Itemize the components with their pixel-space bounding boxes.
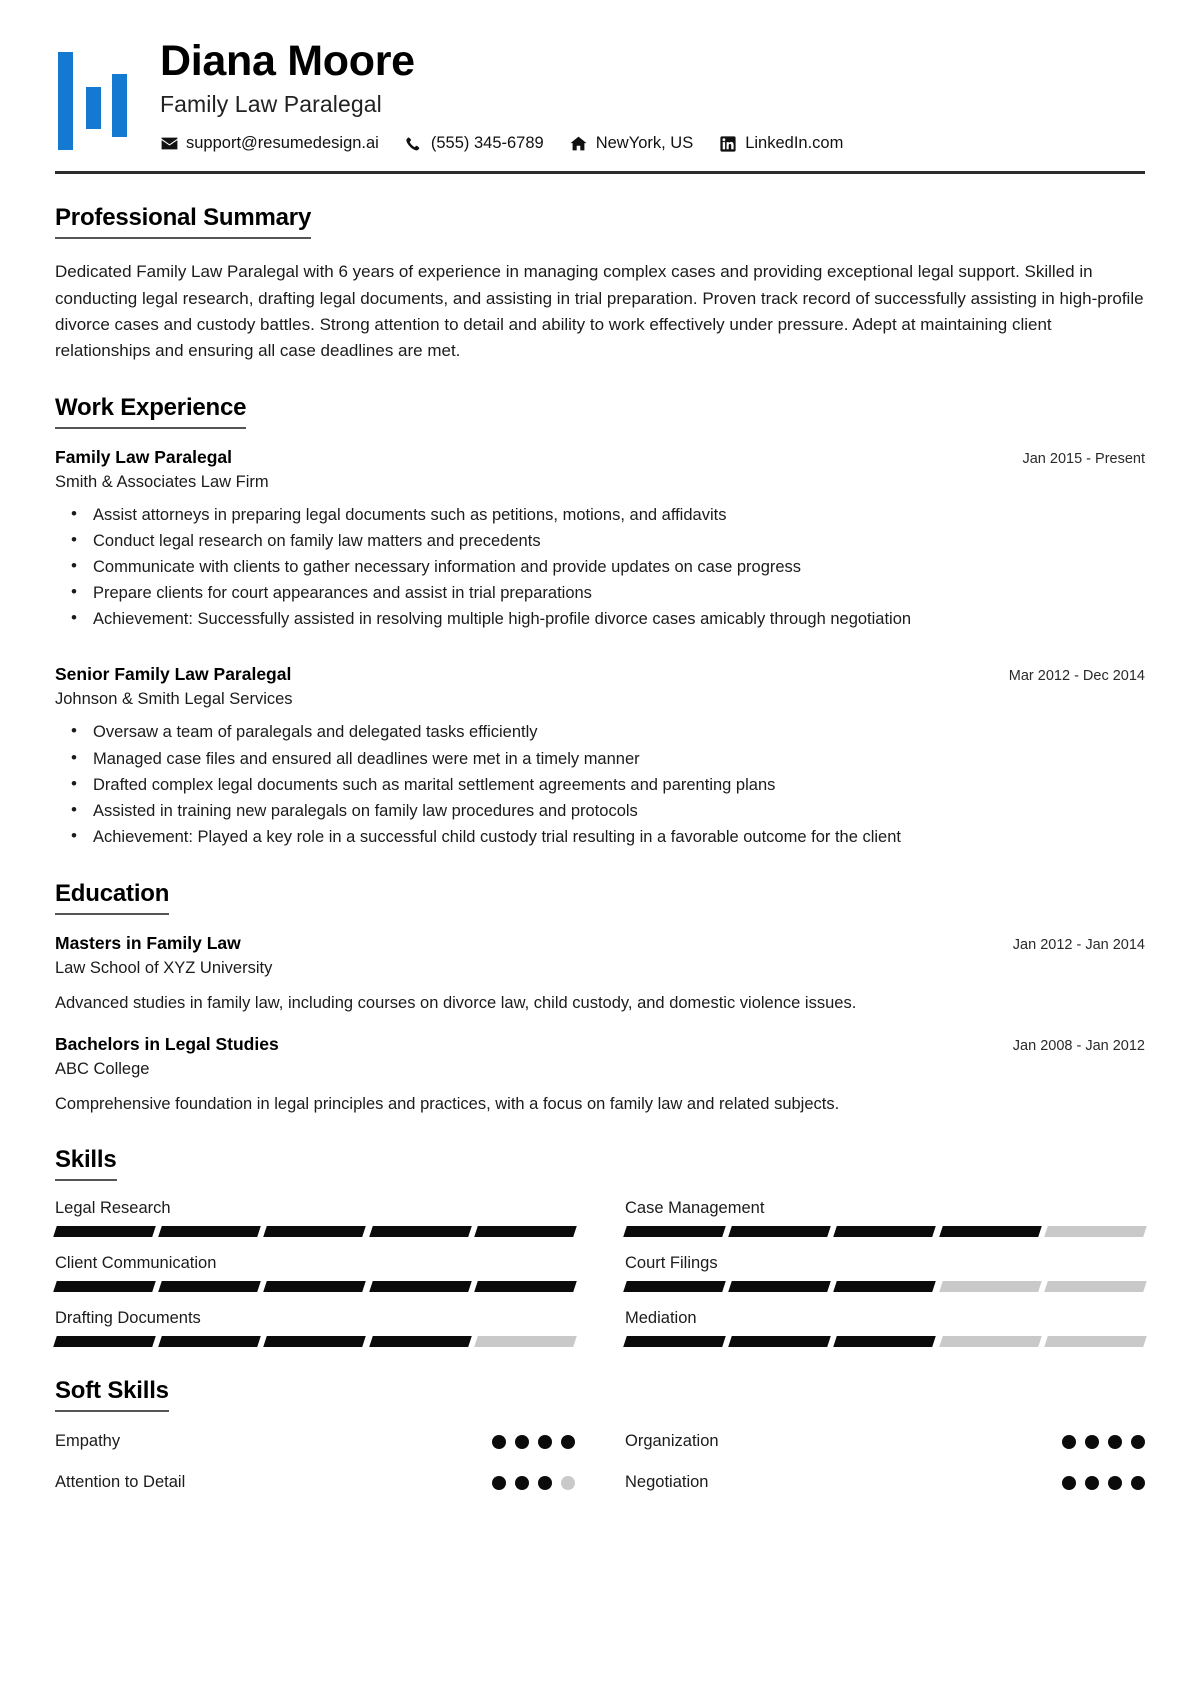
contact-linkedin-text: LinkedIn.com	[745, 134, 844, 153]
contact-location[interactable]	[570, 134, 694, 153]
rating-dot	[1062, 1476, 1076, 1490]
education-degree: Masters in Family Law	[55, 932, 241, 953]
skill-segment	[53, 1336, 156, 1347]
skill-segment	[834, 1226, 937, 1237]
education-description: Comprehensive foundation in legal principles and practices, with a focus on family law and related subjects.	[55, 1094, 840, 1113]
experience-company: Smith & Associates Law Firm	[55, 473, 269, 492]
section-title-summary: Professional Summary	[55, 204, 311, 239]
skill-segment	[939, 1226, 1042, 1237]
list-item: • Conduct legal research on family law matters and precedents	[89, 528, 1145, 554]
skill-label: Case Management	[625, 1199, 765, 1218]
skill-level-bar	[625, 1281, 1145, 1292]
rating-dot	[538, 1435, 552, 1449]
skill-label: Drafting Documents	[55, 1309, 201, 1328]
candidate-job-title: Family Law Paralegal	[160, 91, 382, 118]
summary-text: Dedicated Family Law Paralegal with 6 years of experience in managing complex cases and providing exceptional legal support. Skilled in conducting legal research, drafting legal documents, and assisting in trial preparation. Proven track record of successfully assisting in high-profile divorce cases and custody battles. Strong attention to detail and ability to work effectively under pressure. Adept at maintaining client relationships and ensuring all case deadlines are met.	[55, 262, 1144, 360]
skill-segment	[369, 1226, 472, 1237]
section-title-experience: Work Experience	[55, 394, 246, 429]
list-item: • Managed case files and ensured all deadlines were met in a timely manner	[89, 746, 1145, 772]
skill-segment	[939, 1336, 1042, 1347]
education-school: ABC College	[55, 1059, 150, 1078]
experience-bullets	[55, 719, 1145, 849]
logo-bar-2	[86, 87, 101, 129]
soft-skill-rating	[1062, 1435, 1145, 1449]
soft-skill-rating	[492, 1476, 575, 1490]
brand-logo-icon	[58, 52, 130, 152]
skill-segment	[1044, 1336, 1147, 1347]
section-title-education: Education	[55, 880, 169, 915]
skill-item	[625, 1254, 1145, 1292]
skill-level-bar	[55, 1226, 575, 1237]
section-education	[55, 880, 1145, 1117]
header-divider	[55, 171, 1145, 174]
experience-entry	[55, 447, 1145, 632]
education-entry	[55, 1034, 1145, 1117]
soft-skills-grid	[55, 1432, 1145, 1492]
skill-segment	[264, 1226, 367, 1237]
phone-icon	[405, 135, 423, 153]
section-skills	[55, 1146, 1145, 1347]
skill-label: Client Communication	[55, 1254, 217, 1273]
experience-role: Family Law Paralegal	[55, 447, 233, 468]
soft-skill-rating	[1062, 1476, 1145, 1490]
skills-grid	[55, 1199, 1145, 1347]
skill-label: Legal Research	[55, 1199, 171, 1218]
skill-segment	[158, 1226, 261, 1237]
skill-segment	[158, 1281, 261, 1292]
section-soft-skills	[55, 1377, 1145, 1492]
skill-segment	[623, 1226, 726, 1237]
skill-label: Mediation	[625, 1309, 697, 1328]
education-date: Jan 2008 - Jan 2012	[1012, 1037, 1145, 1054]
list-item: • Oversaw a team of paralegals and delegated tasks efficiently	[89, 719, 1145, 745]
rating-dot	[538, 1476, 552, 1490]
contact-phone[interactable]	[405, 134, 544, 153]
home-icon	[570, 135, 588, 153]
skill-segment	[623, 1336, 726, 1347]
list-item: • Assist attorneys in preparing legal documents such as petitions, motions, and affidavits	[89, 502, 1145, 528]
rating-dot	[492, 1476, 506, 1490]
logo-bar-1	[58, 52, 73, 150]
education-school: Law School of XYZ University	[55, 958, 273, 977]
skill-segment	[474, 1281, 577, 1292]
rating-dot	[515, 1435, 529, 1449]
envelope-icon	[160, 135, 178, 153]
skill-segment	[1044, 1281, 1147, 1292]
experience-date: Mar 2012 - Dec 2014	[1008, 668, 1145, 685]
soft-skill-item	[625, 1473, 1145, 1492]
section-title-skills: Skills	[55, 1146, 117, 1181]
skill-segment	[728, 1281, 831, 1292]
skill-segment	[369, 1336, 472, 1347]
spacer	[55, 632, 1145, 646]
contact-phone-text: (555) 345-6789	[430, 134, 544, 153]
section-title-soft-skills: Soft Skills	[55, 1377, 169, 1412]
soft-skill-label: Empathy	[55, 1432, 121, 1451]
rating-dot	[1131, 1435, 1145, 1449]
skill-segment	[264, 1336, 367, 1347]
skill-segment	[728, 1226, 831, 1237]
resume-header	[55, 0, 1145, 174]
skill-item	[55, 1254, 575, 1292]
skill-segment	[474, 1336, 577, 1347]
skill-item	[55, 1309, 575, 1347]
list-item: • Achievement: Successfully assisted in resolving multiple high-profile divorce cases amicably through negotiation	[89, 606, 1145, 632]
rating-dot	[561, 1476, 575, 1490]
rating-dot	[1131, 1476, 1145, 1490]
rating-dot	[515, 1476, 529, 1490]
skill-item	[55, 1199, 575, 1237]
skill-segment	[264, 1281, 367, 1292]
list-item: • Drafted complex legal documents such as marital settlement agreements and parenting plans	[89, 772, 1145, 798]
rating-dot	[1108, 1476, 1122, 1490]
skill-segment	[834, 1336, 937, 1347]
candidate-name: Diana Moore	[160, 37, 415, 85]
soft-skill-label: Organization	[625, 1432, 719, 1451]
rating-dot	[1085, 1476, 1099, 1490]
list-item: • Prepare clients for court appearances and assist in trial preparations	[89, 580, 1145, 606]
skill-segment	[728, 1336, 831, 1347]
experience-entry	[55, 664, 1145, 849]
skill-segment	[623, 1281, 726, 1292]
skill-segment	[158, 1336, 261, 1347]
soft-skill-rating	[492, 1435, 575, 1449]
skill-level-bar	[625, 1336, 1145, 1347]
skill-segment	[53, 1281, 156, 1292]
experience-date: Jan 2015 - Present	[1022, 451, 1145, 468]
education-degree: Bachelors in Legal Studies	[55, 1033, 279, 1054]
contact-row	[160, 134, 1145, 153]
skill-level-bar	[625, 1226, 1145, 1237]
rating-dot	[1062, 1435, 1076, 1449]
rating-dot	[492, 1435, 506, 1449]
contact-email[interactable]	[160, 134, 379, 153]
contact-location-text: NewYork, US	[595, 134, 694, 153]
education-date: Jan 2012 - Jan 2014	[1012, 936, 1145, 953]
skill-item	[625, 1199, 1145, 1237]
soft-skill-item	[625, 1432, 1145, 1451]
skill-item	[625, 1309, 1145, 1347]
soft-skill-label: Negotiation	[625, 1473, 709, 1492]
experience-company: Johnson & Smith Legal Services	[55, 690, 293, 709]
skill-segment	[53, 1226, 156, 1237]
rating-dot	[1108, 1435, 1122, 1449]
section-professional-summary	[55, 204, 1145, 364]
soft-skill-item	[55, 1473, 575, 1492]
experience-bullets	[55, 502, 1145, 632]
education-entry	[55, 933, 1145, 1016]
list-item: • Assisted in training new paralegals on family law procedures and protocols	[89, 798, 1145, 824]
skill-segment	[474, 1226, 577, 1237]
skill-segment	[939, 1281, 1042, 1292]
skill-level-bar	[55, 1336, 575, 1347]
rating-dot	[561, 1435, 575, 1449]
skill-level-bar	[55, 1281, 575, 1292]
contact-email-text: support@resumedesign.ai	[186, 134, 379, 153]
section-work-experience	[55, 394, 1145, 850]
linkedin-icon	[719, 135, 737, 153]
education-description: Advanced studies in family law, including courses on divorce law, child custody, and domestic violence issues.	[55, 993, 857, 1012]
skill-segment	[1044, 1226, 1147, 1237]
contact-linkedin[interactable]	[719, 134, 843, 153]
skill-label: Court Filings	[625, 1254, 718, 1273]
skill-segment	[834, 1281, 937, 1292]
experience-role: Senior Family Law Paralegal	[55, 664, 292, 685]
skill-segment	[369, 1281, 472, 1292]
rating-dot	[1085, 1435, 1099, 1449]
logo-bar-3	[112, 74, 127, 137]
soft-skill-item	[55, 1432, 575, 1451]
list-item: • Achievement: Played a key role in a successful child custody trial resulting in a favorable outcome for the client	[89, 824, 1145, 850]
list-item: • Communicate with clients to gather necessary information and provide updates on case progress	[89, 554, 1145, 580]
soft-skill-label: Attention to Detail	[55, 1473, 186, 1492]
